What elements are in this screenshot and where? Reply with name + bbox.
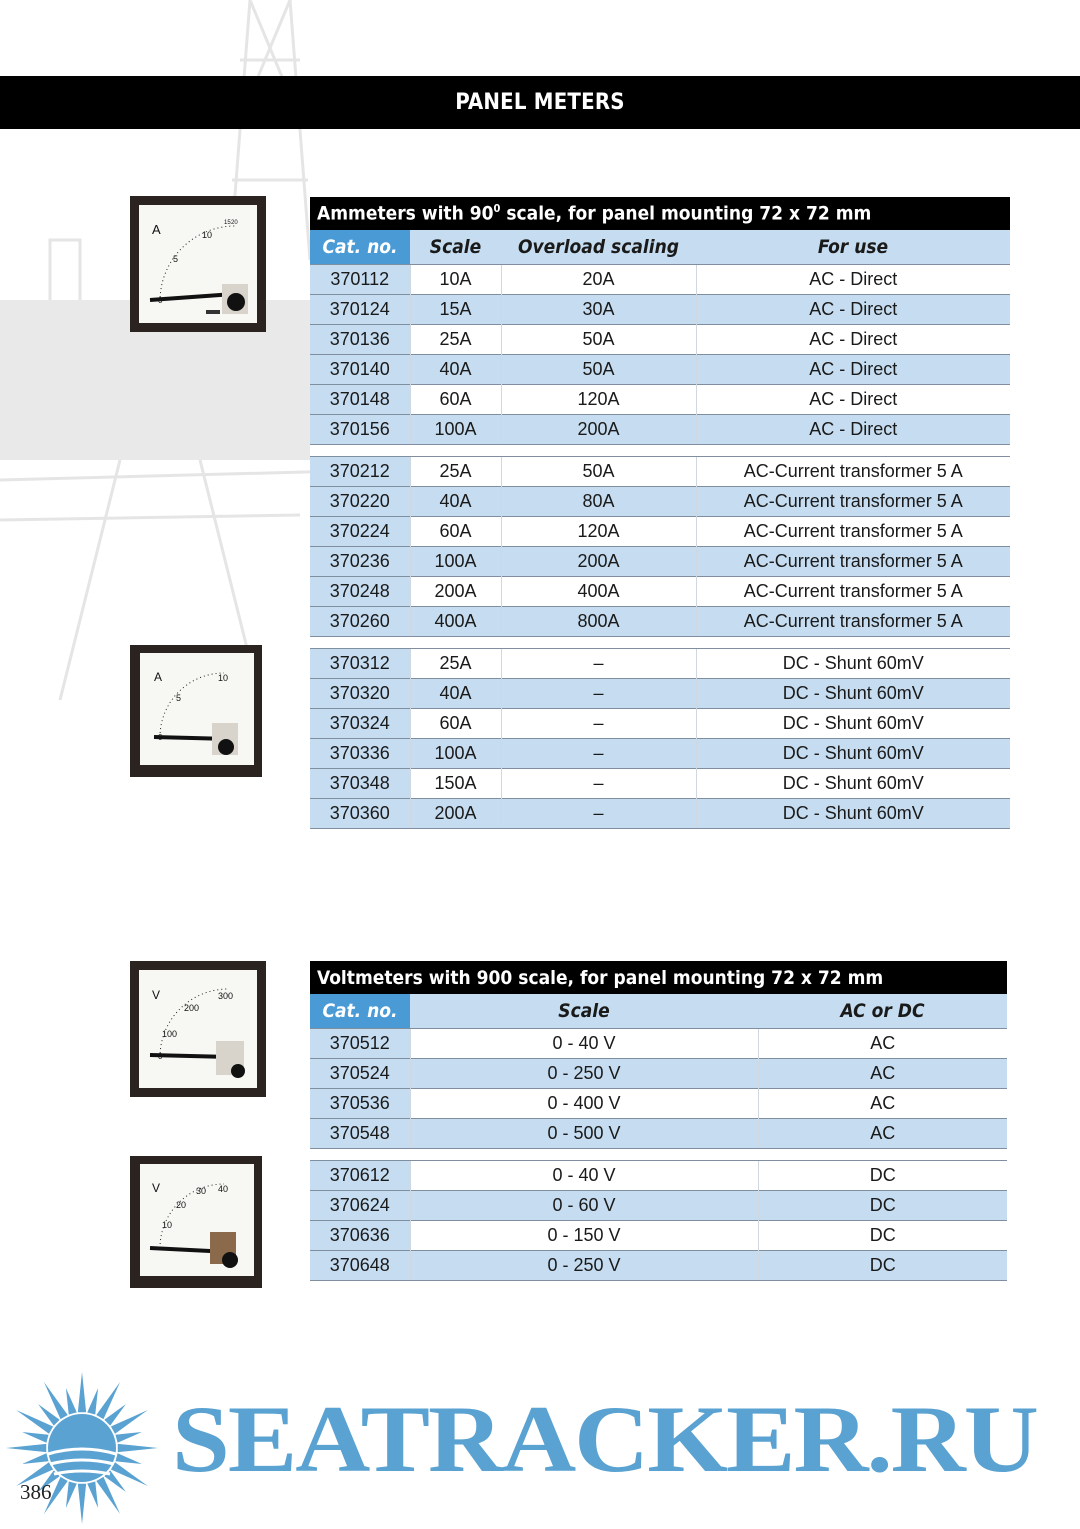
page-number: 386	[20, 1480, 52, 1504]
table-cell: 370248	[310, 577, 410, 607]
table-cell: 370220	[310, 487, 410, 517]
table-cell: AC - Direct	[696, 385, 1010, 415]
table-cell: 370636	[310, 1221, 410, 1251]
voltmeter-photo-2	[130, 1156, 262, 1288]
table-cell: AC	[758, 1059, 1007, 1089]
table-cell: 0 - 400 V	[410, 1089, 758, 1119]
table-cell: AC-Current transformer 5 A	[696, 457, 1010, 487]
table-row	[310, 799, 1010, 829]
table-cell: 370320	[310, 679, 410, 709]
table-cell: 0 - 40 V	[410, 1161, 758, 1191]
svg-text:A: A	[154, 670, 163, 684]
table-cell: 370512	[310, 1029, 410, 1059]
table-row	[310, 649, 1010, 679]
header-cat-no: Cat. no.	[310, 994, 410, 1029]
table-cell: 60A	[410, 517, 501, 547]
svg-text:200: 200	[184, 1003, 200, 1013]
table-row	[310, 679, 1010, 709]
table-cell: 370212	[310, 457, 410, 487]
table-cell: DC - Shunt 60mV	[696, 709, 1010, 739]
table-cell: 200A	[410, 577, 501, 607]
table-row	[310, 739, 1010, 769]
table-cell: 60A	[410, 709, 501, 739]
ammeters-table	[310, 197, 1010, 829]
voltmeter-photo-1	[130, 961, 266, 1097]
table-row	[310, 295, 1010, 325]
table-row	[310, 385, 1010, 415]
table-cell: 80A	[501, 487, 696, 517]
table-cell: 10A	[410, 265, 501, 295]
table-cell: 370148	[310, 385, 410, 415]
table-cell: 370112	[310, 265, 410, 295]
table-cell: –	[501, 769, 696, 799]
svg-text:V: V	[152, 1181, 161, 1195]
header-cat-no: Cat. no.	[310, 230, 410, 265]
table-cell: –	[501, 649, 696, 679]
table-row	[310, 1191, 1007, 1221]
header-scale: Scale	[410, 230, 501, 265]
table-cell: 40A	[410, 487, 501, 517]
table-cell: 800A	[501, 607, 696, 637]
svg-text:300: 300	[218, 991, 234, 1001]
table-row	[310, 709, 1010, 739]
table-cell: 25A	[410, 325, 501, 355]
table-cell: 50A	[501, 457, 696, 487]
table-cell: 200A	[410, 799, 501, 829]
svg-text:V: V	[152, 988, 161, 1002]
table-row	[310, 607, 1010, 637]
table-cell: 370312	[310, 649, 410, 679]
table-cell: DC - Shunt 60mV	[696, 649, 1010, 679]
table-cell: –	[501, 709, 696, 739]
table-cell: 370336	[310, 739, 410, 769]
table-cell: 370348	[310, 769, 410, 799]
svg-text:5: 5	[176, 693, 182, 703]
meter-unit: A	[152, 222, 161, 237]
table-cell: 30A	[501, 295, 696, 325]
table-cell: 370136	[310, 325, 410, 355]
table-cell: 370324	[310, 709, 410, 739]
header-for-use: For use	[696, 230, 1010, 265]
table-row	[310, 769, 1010, 799]
page-title: PANEL METERS	[0, 76, 1080, 129]
table-cell: 370524	[310, 1059, 410, 1089]
table-cell: 370612	[310, 1161, 410, 1191]
table-row	[310, 1059, 1007, 1089]
table-cell: 400A	[501, 577, 696, 607]
table-row	[310, 547, 1010, 577]
table-cell: 100A	[410, 547, 501, 577]
table-row	[310, 325, 1010, 355]
table-cell: 25A	[410, 649, 501, 679]
header-ac-or-dc: AC or DC	[758, 994, 1007, 1029]
table-cell: 120A	[501, 385, 696, 415]
table-cell: AC-Current transformer 5 A	[696, 607, 1010, 637]
ammeter-photo-2	[130, 645, 262, 777]
table-cell: 150A	[410, 769, 501, 799]
table-cell: DC	[758, 1221, 1007, 1251]
table-row	[310, 1221, 1007, 1251]
svg-text:10: 10	[202, 230, 213, 240]
table-cell: 400A	[410, 607, 501, 637]
table-row	[310, 487, 1010, 517]
table-cell: DC	[758, 1191, 1007, 1221]
table-cell: 370360	[310, 799, 410, 829]
table-row	[310, 355, 1010, 385]
table-cell: 370260	[310, 607, 410, 637]
table-row	[310, 265, 1010, 295]
table-cell: AC - Direct	[696, 295, 1010, 325]
table-cell: –	[501, 799, 696, 829]
table-cell: 100A	[410, 739, 501, 769]
table-cell: 0 - 60 V	[410, 1191, 758, 1221]
table-cell: 370224	[310, 517, 410, 547]
table-cell: 200A	[501, 415, 696, 445]
table-cell: DC	[758, 1251, 1007, 1281]
table-row	[310, 1251, 1007, 1281]
table-cell: 60A	[410, 385, 501, 415]
table-cell: 200A	[501, 547, 696, 577]
table-cell: 0 - 500 V	[410, 1119, 758, 1149]
table-cell: DC - Shunt 60mV	[696, 769, 1010, 799]
table-cell: DC - Shunt 60mV	[696, 799, 1010, 829]
table-cell: 0 - 40 V	[410, 1029, 758, 1059]
svg-text:40: 40	[218, 1184, 229, 1194]
table-cell: AC	[758, 1029, 1007, 1059]
table-row	[310, 1089, 1007, 1119]
svg-text:15: 15	[224, 220, 231, 226]
table-cell: 370156	[310, 415, 410, 445]
voltmeters-caption: Voltmeters with 900 scale, for panel mounting 72 x 72 mm	[310, 961, 1007, 994]
table-cell: AC	[758, 1119, 1007, 1149]
table-row	[310, 1119, 1007, 1149]
svg-text:10: 10	[218, 673, 229, 683]
table-cell: 40A	[410, 355, 501, 385]
table-row	[310, 1161, 1007, 1191]
table-row	[310, 517, 1010, 547]
table-cell: 0 - 250 V	[410, 1059, 758, 1089]
svg-text:30: 30	[196, 1186, 207, 1196]
table-row	[310, 577, 1010, 607]
header-overload: Overload scaling	[501, 230, 696, 265]
svg-text:100: 100	[162, 1029, 178, 1039]
table-cell: 25A	[410, 457, 501, 487]
table-cell: 370548	[310, 1119, 410, 1149]
table-cell: AC - Direct	[696, 415, 1010, 445]
svg-text:5: 5	[173, 254, 179, 264]
table-cell: AC-Current transformer 5 A	[696, 487, 1010, 517]
table-cell: AC-Current transformer 5 A	[696, 517, 1010, 547]
table-cell: 15A	[410, 295, 501, 325]
voltmeters-table	[310, 961, 1007, 1281]
table-cell: AC - Direct	[696, 325, 1010, 355]
svg-text:20: 20	[176, 1200, 187, 1210]
table-cell: DC	[758, 1161, 1007, 1191]
table-cell: 370624	[310, 1191, 410, 1221]
table-cell: –	[501, 739, 696, 769]
table-row	[310, 415, 1010, 445]
ammeter-photo-1	[130, 196, 266, 332]
table-cell: AC	[758, 1089, 1007, 1119]
table-cell: 40A	[410, 679, 501, 709]
header-scale: Scale	[410, 994, 758, 1029]
table-cell: 0 - 250 V	[410, 1251, 758, 1281]
watermark-text: SEATRACKER.RU	[172, 1386, 1037, 1493]
table-cell: 50A	[501, 355, 696, 385]
svg-text:10: 10	[162, 1220, 173, 1230]
table-cell: 370140	[310, 355, 410, 385]
ammeters-caption: Ammeters with $90^0$ scale, for panel mounting 72 x 72 mm	[310, 197, 1010, 230]
table-cell: 370648	[310, 1251, 410, 1281]
table-cell: 20A	[501, 265, 696, 295]
table-row	[310, 457, 1010, 487]
table-cell: DC - Shunt 60mV	[696, 679, 1010, 709]
table-cell: 120A	[501, 517, 696, 547]
table-cell: 370536	[310, 1089, 410, 1119]
table-cell: AC - Direct	[696, 265, 1010, 295]
table-cell: 100A	[410, 415, 501, 445]
table-cell: –	[501, 679, 696, 709]
table-row	[310, 1029, 1007, 1059]
table-cell: AC-Current transformer 5 A	[696, 547, 1010, 577]
table-cell: 370236	[310, 547, 410, 577]
table-cell: AC - Direct	[696, 355, 1010, 385]
table-cell: 50A	[501, 325, 696, 355]
table-cell: 0 - 150 V	[410, 1221, 758, 1251]
table-cell: AC-Current transformer 5 A	[696, 577, 1010, 607]
table-cell: 370124	[310, 295, 410, 325]
table-cell: DC - Shunt 60mV	[696, 739, 1010, 769]
svg-text:20: 20	[231, 220, 238, 226]
